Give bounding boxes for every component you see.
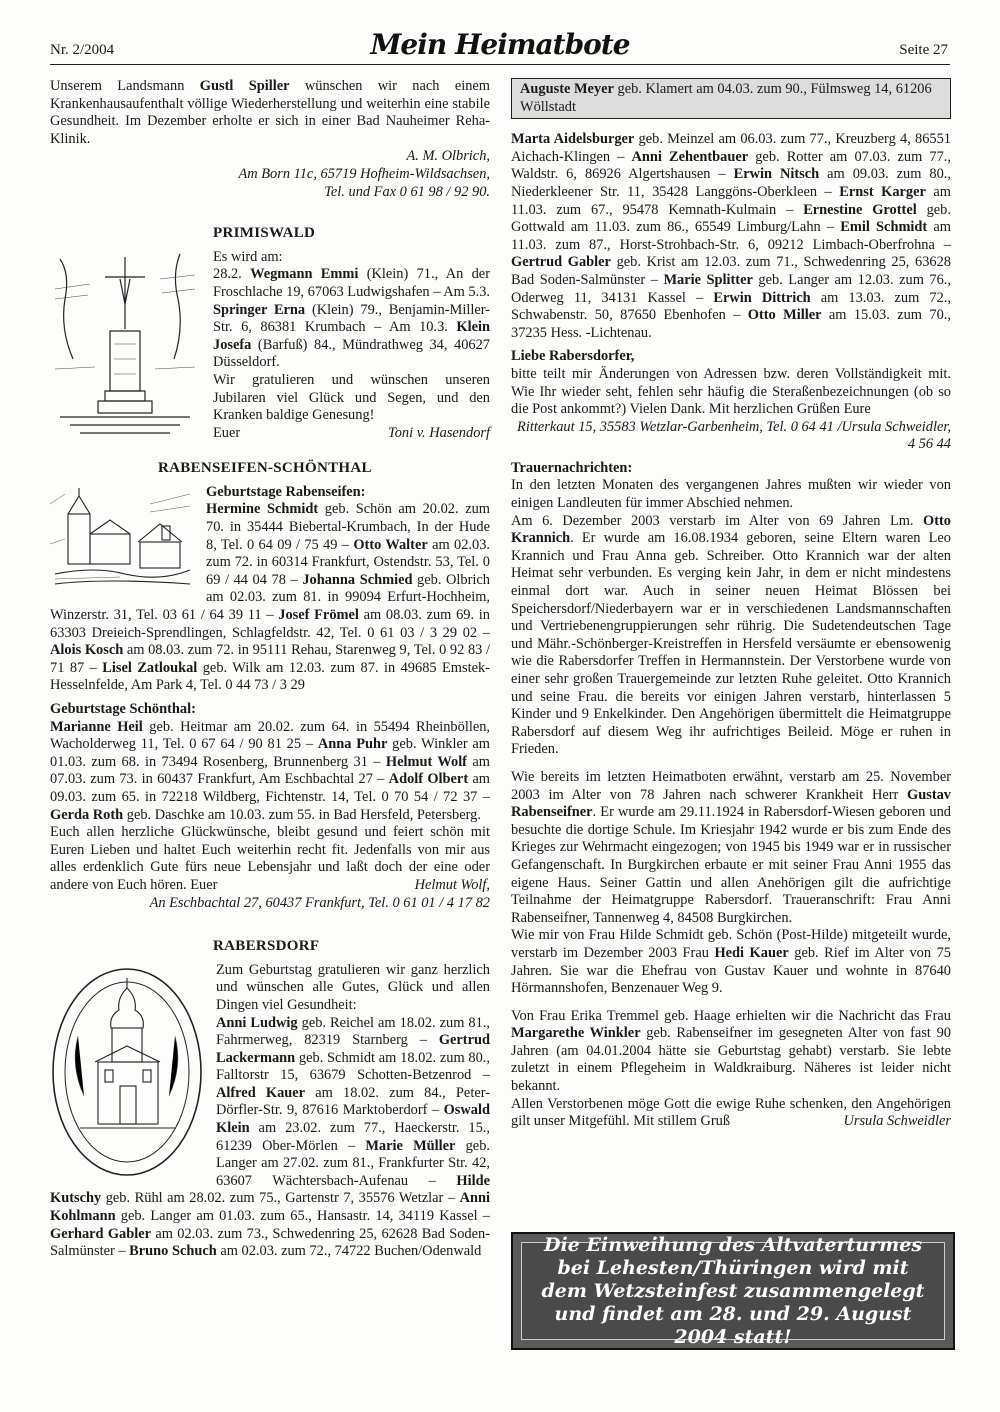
- chapel-medallion-illustration: [50, 966, 208, 1181]
- rabenseifen-heading: RABENSEIFEN-SCHÖNTHAL: [158, 460, 372, 477]
- issue-number: Nr. 2/2004: [50, 42, 115, 58]
- trauer-intro: In den letzten Monaten des vergangenen Jahres mußten wir wieder von einigen Landleuten für immer Abschied nehmen.: [511, 477, 951, 512]
- obituary-krannich: Am 6. Dezember 2003 verstarb im Alter von 69 Jahren Lm. Otto Krannich. Er wurde am 16.08.1934 geboren, seine Eltern waren Leo Krannich und Frau Anna geb. Schreiber. Otto Krannich war der alten Heimat sehr verbunden. Es verging kein Jahr, in dem er nicht mindestens einmal dort war. Auch in seiner neuen Heimat Blössen bei Speichersdorf/Niederbayern war er in verschiedenen Landsmannschaften und Vertriebenengruppierungen sehr rührig. Die Sudetendeutschen Tage und Mähr.-Schönberger-Kreistreffen in Hersfeld versäumte er ebensowenig wie die Rabersdorfer Treffen in Hermannstein. Der Verstorbene wurde von einer sehr großen Trauergemeinde zur letzten Ruhe geleitet. Otto Krannich und seine Frau. die bereits vor einigen Jahren verstarb, hinterlassen 5 Kinder und 9 Enkelkinder. Den Angehörigen übermittelt die Heimatgruppe Rabersdorf auf diesem Weg ihr aufrichtiges Beileid. Möge er ruhen in Frieden.: [511, 512, 951, 758]
- schweidler-address: Ritterkaut 15, 35583 Wetzlar-Garbenheim, Tel. 0 64 41 / 4 56 44: [517, 418, 951, 453]
- rabersdorf-birthdays: Anni Ludwig geb. Reichel am 18.02. zum 81., Fahrmerweg, 82319 Starnberg – Gertrud Lackermann geb. Schmidt am 18.02. zum 80., Falltorstr 15, 63679 Schotten-Betzenrod – Alfred Kauer am 18.02. zum 84., Peter-Dörfler-Str. 9, 87616 Marktoberdorf – Oswald Klein am 23.02. zum 77., Haeckerstr. 15., 61239 Ober-Mörlen – Marie Müller geb. Langer am 27.02. zum 81., Frankfurter Str. 42, 63607 Wächtersbach-Aufenau – Hilde Kutschy geb. Rühl am 28.02. zum 75., Gartenstr 7, 35576 Wetzlar – Anni Kohlmann geb. Langer am 01.03. zum 65., Hansastr. 14, 34119 Kassel – Gerhard Gabler am 02.03. zum 73., Schwedenring 25, 62628 Bad Soden-Salmünster – Bruno Schuch am 02.03. zum 72., 74722 Buchen/Odenwald: [50, 1014, 491, 1260]
- rabersdorf-heading: RABERSDORF: [213, 938, 320, 955]
- wayside-cross-illustration: [50, 249, 205, 439]
- church-village-illustration: [50, 484, 198, 594]
- rabenseifen-subheading: Geburtstage Rabenseifen:: [206, 483, 366, 500]
- primiswald-wishes: Wir gratulieren und wünschen unseren Jubilaren viel Glück und Segen, und den Kranken baldige Genesung!: [213, 371, 490, 424]
- rabersdorf-intro: Zum Geburtstag gratulieren wir ganz herzlich und wünschen alle Gutes, Glück und allen Dingen viel Gesundheit:: [216, 961, 490, 1013]
- schoenthal-closing: Euch allen herzliche Glückwünsche, bleibt gesund und feiert schön mit Euren Lieben und haltet Euch weiterhin recht fit. Jedenfalls von mir aus alles erdenklich Gute fürs neue Lebensjahr und laßt doch der eine oder andere von Euch hören. Euer Helmut Wolf,: [50, 824, 490, 893]
- rabenseifen-birthdays: Hermine Schmidt geb. Schön am 20.02. zum 70. in 35444 Biebertal-Krumbach, In der Hude 8, Tel. 0 64 09 / 75 49 – Otto Walter am 02.03. zum 72. in 60314 Frankfurt, Ostendstr. 53, Tel. 0 69 / 44 04 78 – Johanna Schmied geb. Olbrich am 02.03. zum 81. in 99094 Erfurt-Hochheim, Winzerstr. 31, Tel. 03 61 / 64 39 11 – Josef Frömel am 08.03. zum 69. in 63303 Dreieich-Sprendlingen, Schlagfeldstr. 42, Tel. 0 61 03 / 3 29 02 – Alois Kosch am 08.03. zum 72. in 95111 Rehau, Starenweg 9, Tel. 0 92 83 / 71 87 – Lisel Zatloukal geb. Wilk am 12.03. zum 87. in 49685 Emstek-Hesselnfelde, Am Park 4, Tel. 0 44 73 / 3 29: [50, 501, 490, 694]
- rabersdorf-section: [50, 962, 490, 1261]
- schoenthal-birthdays: Marianne Heil geb. Heitmar am 20.02. zum 64. in 55494 Rheinböllen, Wacholderweg 11, Tel. 0 67 64 / 90 81 25 – Anna Puhr geb. Winkler am 01.03. zum 68. in 73494 Rosenberg, Brunnenberg 31 – Helmut Wolf am 07.03. zum 73. in 60437 Frankfurt, Am Eschbachtal 27 – Adolf Olbert am 09.03. zum 65. in 72218 Wildberg, Fichtenstr. 14, Tel. 0 70 54 / 72 37 – Gerda Roth geb. Daschke am 10.03. zum 55. in Bad Hersfeld, Petersberg.: [50, 718, 490, 823]
- olbrich-phone: Tel. und Fax 0 61 98 / 92 90.: [324, 183, 490, 200]
- page-number: Seite 27: [899, 42, 948, 58]
- meyer-box: Auguste Meyer geb. Klamert am 04.03. zum 90., Fülmsweg 14, 61206 Wöllstadt: [511, 78, 951, 119]
- altvaterturm-banner: [511, 1232, 955, 1350]
- obituary-winkler: Von Frau Erika Tremmel geb. Haage erhielten wir die Nachricht das Frau Margarethe Winkler geb. Rabenseifner im gesegneten Alter von fast 90 Jahren (am 04.01.2004 hätte sie Geburtstag gehabt) verstarb. Sie lebte zuletzt in einem Pflegeheim in Waldkraiburg. Näheres ist leider nicht bekannt.: [511, 1007, 951, 1095]
- primiswald-heading: PRIMISWALD: [213, 225, 316, 242]
- right-column: [511, 78, 951, 1131]
- primiswald-signoff: Euer Toni v. Hasendorf: [213, 424, 490, 441]
- primiswald-section: [50, 249, 490, 443]
- rabersdorf-birthdays-continued: Marta Aidelsburger geb. Meinzel am 06.03. zum 77., Kreuzberg 4, 86551 Aichach-Klingen – Anni Zehentbauer geb. Rotter am 07.03. zum 77., Waldstr. 6, 86926 Algertshausen – Erwin Nitsch am 09.03. zum 80., Niederkleener Str. 11, 35428 Langgöns-Oberkleen – Ernst Karger am 11.03. zum 67., 95478 Kemnath-Kulmain – Ernestine Grottel geb. Gottwald am 11.03. zum 86., 65549 Limburg/Lahn – Emil Schmidt am 11.03. zum 87., Horst-Strohbach-Str. 6, 09212 Limbach-Oberfrohna – Gertrud Gabler geb. Krist am 12.03. zum 71., Schwedenring 25, 63628 Bad Soden-Salmünster – Marie Splitter geb. Langer am 12.03. zum 76., Oderweg 11, 34131 Kassel – Erwin Dittrich am 13.03. zum 72., Schwabenstr. 50, 87650 Ebenhofen – Otto Miller am 15.03. zum 70., 37235 Hess. -Lichtenau.: [511, 131, 952, 341]
- rabenseifen-section: [50, 484, 490, 695]
- page-header: [0, 0, 1000, 66]
- wolf-address: An Eschbachtal 27, 60437 Frankfurt, Tel. 0 61 01 / 4 17 82: [149, 894, 490, 911]
- header-rule: [50, 64, 950, 65]
- left-column: [50, 78, 490, 1261]
- obituary-rabenseifner: Wie bereits im letzten Heimatboten erwähnt, verstarb am 25. November 2003 im Alter von 78 Jahren nach schwerer Krankheit Herr Gustav Rabenseifner. Er wurde am 29.11.1924 in Rabersdorf-Wiesen geboren und besuchte die dortige Schule. Im Kriesjahr 1942 wurde er bis zum Ende des Krieges zur Wehrmacht eingezogen; von 1945 bis 1949 war er in russischer Gefangenschaft. In Burgkirchen erbaute er mit seiner Frau Anni 1955 das eigene Haus. Seiner Gattin und allen Anehörigen gilt die aufrichtige Teilnahme der Heimatgruppe Rabersdorf. Traueranschrift: Frau Anni Rabenseifner, Tannenweg 4, 84508 Burgkirchen.: [511, 768, 951, 926]
- olbrich-signature: A. M. Olbrich,: [406, 148, 490, 165]
- liebe-heading: Liebe Rabersdorfer,: [511, 348, 635, 365]
- banner-text: Die Einweihung des Altvaterturmes bei Lehesten/Thüringen wird mit dem Wetzsteinfest zusammengelegt und findet am 28. und 29. August 2004 statt!: [521, 1242, 945, 1340]
- spiller-paragraph: Unserem Landsmann Gustl Spiller wünschen wir nach einem Krankenhausaufenthalt völlige Wiederherstellung und weiterhin eine stabile Gesundheit. Im Dezember erholte er sich in einer Bad Nauheimer Reha-Klinik.: [50, 78, 490, 147]
- obituary-kauer: Wie mir von Frau Hilde Schmidt geb. Schön (Post-Hilde) mitgeteilt wurde, verstarb im Dezember 2003 Frau Hedi Kauer geb. Rief im Alter von 75 Jahren. Sie war die Ehefrau von Gustav Kauer und wohnte in 87640 Hörmannshofen, Benzenauer Weg 9.: [511, 927, 951, 997]
- masthead-title: Mein Heimatbote: [370, 28, 630, 61]
- olbrich-address: Am Born 11c, 65719 Hofheim-Wildsachsen,: [238, 165, 490, 182]
- liebe-text: bitte teilt mir Änderungen von Adressen bzw. deren Vollständigkeit mit. Wie Ihr wieder seht, fehlen sehr häufig die Steraßenbezeichnungen (ob so die Post ankommt?) Vielen Dank. Mit herzlichen Grüßen Eure Ursula Schweidler,: [511, 365, 951, 435]
- primiswald-birthdays: 28.2. Wegmann Emmi (Klein) 71., An der Froschlache 19, 67063 Ludwigshafen – Am 5.3. Springer Erna (Klein) 79., Benjamin-Miller-Str. 6, 86381 Krumbach – Am 10.3. Klein Josefa (Barfuß) 84., Mündrathweg 34, 40627 Düsseldorf.: [213, 266, 491, 371]
- schoenthal-subheading: Geburtstage Schönthal:: [50, 701, 196, 717]
- primiswald-intro: Es wird am:: [213, 248, 283, 265]
- trauer-closing: Allen Verstorbenen möge Gott die ewige Ruhe schenken, den Angehörigen gilt unser Mitgefühl. Mit stillem Gruß Ursula Schweidler: [511, 1095, 951, 1130]
- trauer-heading: Trauernachrichten:: [511, 459, 633, 476]
